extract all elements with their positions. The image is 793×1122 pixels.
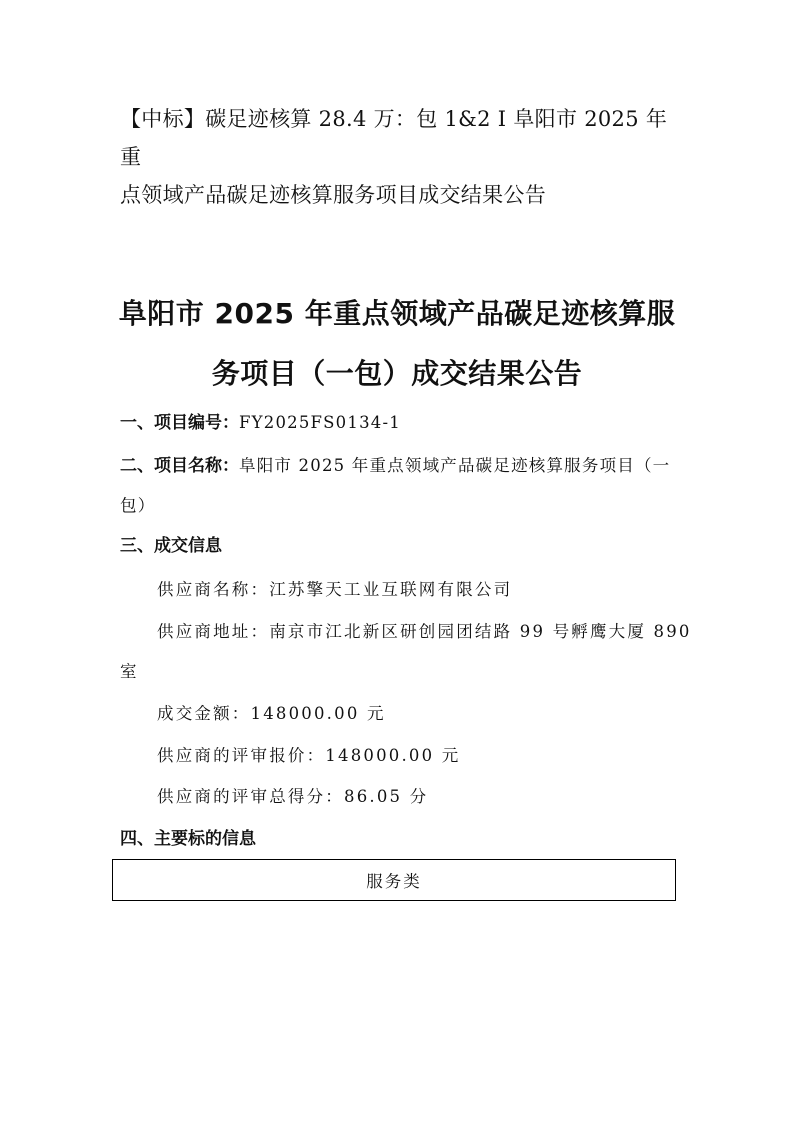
main-subject-table — [112, 859, 676, 901]
announcement-title — [112, 284, 682, 404]
project-number-value: FY2025FS0134-1 — [239, 413, 401, 432]
document-heading — [120, 100, 680, 214]
project-name-row — [120, 455, 680, 477]
project-name-label: 二、项目名称： — [120, 456, 239, 476]
main-subject-table-cell: 服务类 — [366, 872, 422, 891]
supplier-address: 供应商地址：南京市江北新区研创园团结路 99 号孵鹰大厦 890 — [157, 622, 692, 641]
supplier-address-continuation: 室 — [120, 662, 138, 681]
main-subject-label: 四、主要标的信息 — [120, 829, 256, 849]
announcement-title-line-1: 阜阳市 2025 年重点领域产品碳足迹核算服 — [118, 297, 676, 330]
document-heading-line-2: 点领域产品碳足迹核算服务项目成交结果公告 — [120, 183, 546, 207]
project-name-continuation: 包） — [120, 496, 156, 515]
project-number-label: 一、项目编号： — [120, 413, 239, 433]
review-score: 供应商的评审总得分：86.05 分 — [157, 787, 429, 806]
deal-amount: 成交金额：148000.00 元 — [157, 704, 386, 723]
supplier-name: 供应商名称：江苏擎天工业互联网有限公司 — [157, 580, 513, 599]
deal-info-label: 三、成交信息 — [120, 536, 222, 556]
document-heading-line-1: 【中标】碳足迹核算 28.4 万：包 1&2 I 阜阳市 2025 年重 — [120, 107, 668, 169]
review-quote: 供应商的评审报价：148000.00 元 — [157, 746, 461, 765]
project-name-value: 阜阳市 2025 年重点领域产品碳足迹核算服务项目（一 — [239, 456, 671, 475]
announcement-title-line-2: 务项目（一包）成交结果公告 — [211, 357, 583, 390]
project-number-row — [120, 412, 680, 434]
